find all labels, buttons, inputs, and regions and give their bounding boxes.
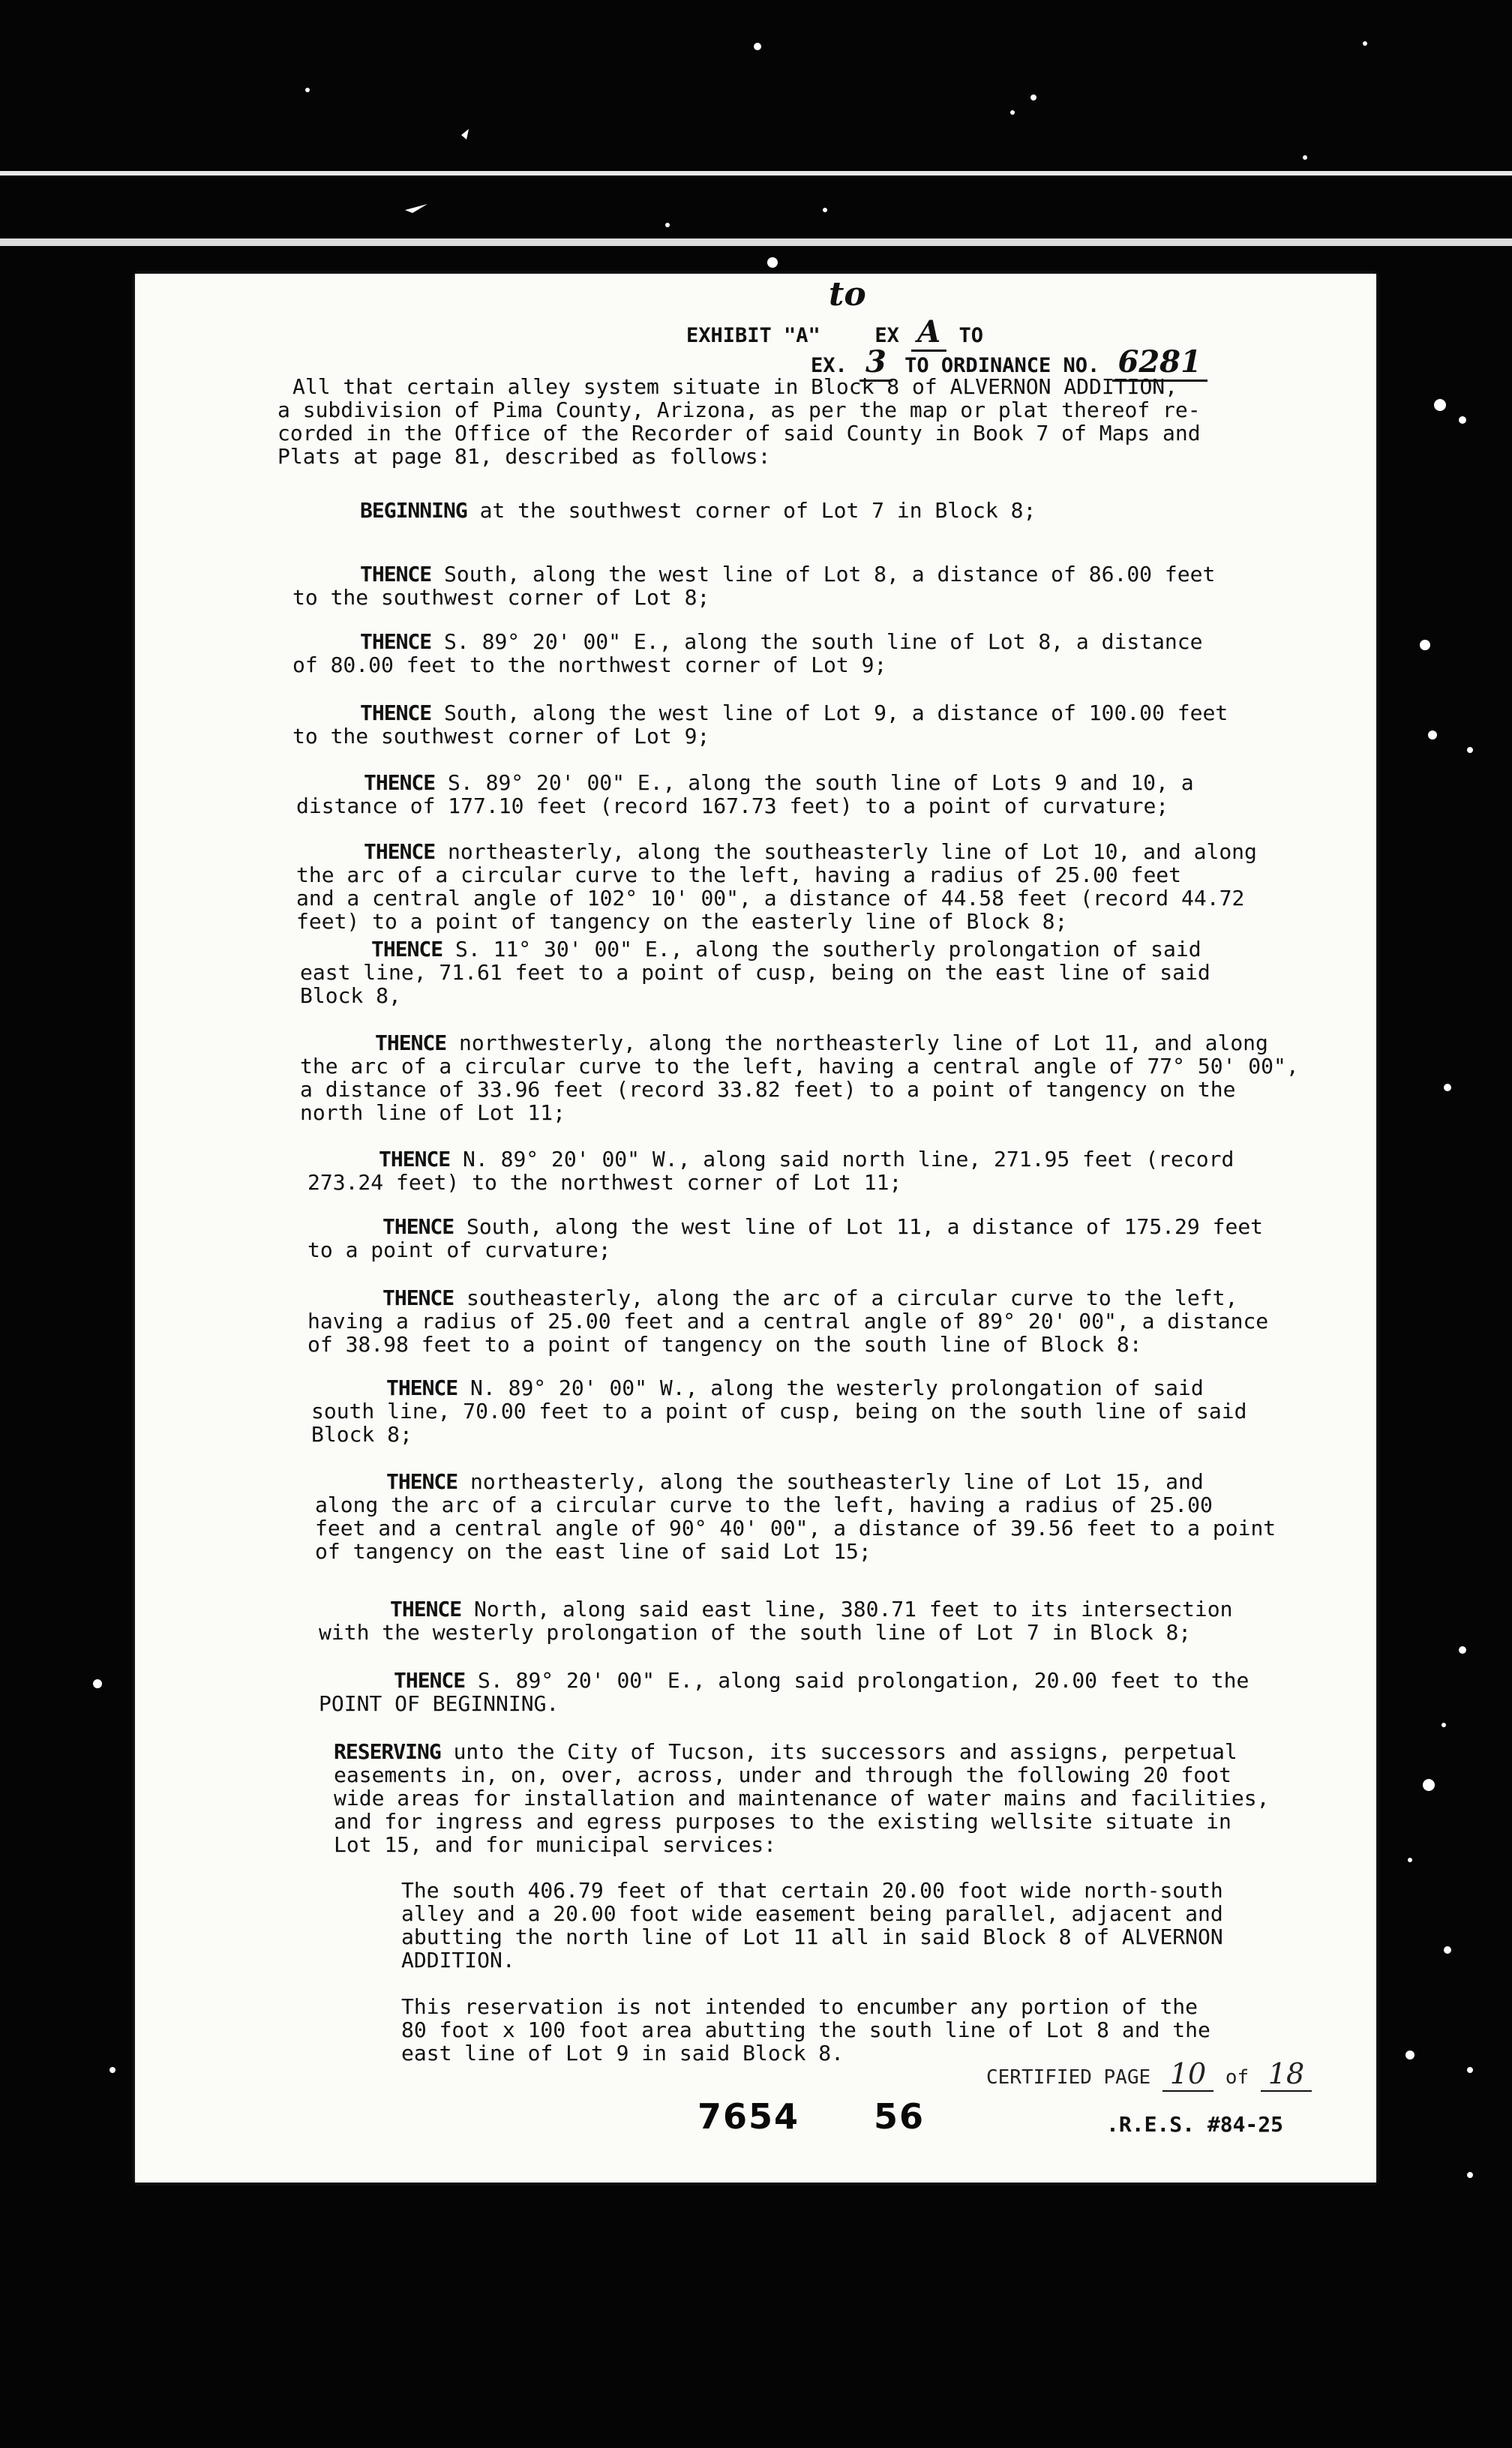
page-number: 56	[874, 2096, 926, 2137]
text-line: easements in, on, over, across, under and through the following 20 foot	[334, 1762, 1232, 1787]
text-line: This reservation is not intended to encumber any portion of the	[401, 1994, 1198, 2019]
thence-paragraph	[308, 1286, 1512, 1357]
lead-keyword: THENCE	[360, 629, 432, 654]
text-line: corded in the Office of the Recorder of said County in Book 7 of Maps and	[278, 421, 1201, 446]
lead-keyword: THENCE	[364, 839, 436, 864]
lead-keyword: THENCE	[386, 1376, 458, 1400]
ordinance-handwritten: 6281	[1112, 344, 1208, 382]
text-line: Plats at page 81, described as follows:	[278, 444, 771, 469]
text-line: a distance of 33.96 feet (record 33.82 feet) to a point of tangency on the	[300, 1077, 1236, 1102]
text-line: the arc of a circular curve to the left, having a radius of 25.00 feet	[296, 862, 1182, 887]
reservation-note-paragraph	[401, 1995, 1512, 2065]
thence-paragraph	[292, 562, 1512, 610]
thence-paragraph	[300, 1030, 1512, 1125]
text-line: THENCE northeasterly, along the southeasterly line of Lot 10, and along	[364, 839, 1257, 864]
thence-paragraph	[308, 1147, 1512, 1195]
certified-page-total: 18	[1261, 2057, 1312, 2092]
ordinance-label: TO ORDINANCE NO.	[904, 354, 1100, 377]
text-line: All that certain alley system situate in Block 8 of ALVERNON ADDITION,	[292, 374, 1178, 399]
certified-page-number: 10	[1162, 2057, 1214, 2092]
lead-keyword: THENCE	[382, 1286, 454, 1310]
text-line: THENCE southeasterly, along the arc of a circular curve to the left,	[382, 1286, 1238, 1310]
text-line: the arc of a circular curve to the left, having a central angle of 77° 50' 00",	[300, 1054, 1299, 1078]
text-line: BEGINNING at the southwest corner of Lot 7 in Block 8;	[360, 498, 1036, 523]
exhibit-label: EXHIBIT "A"	[686, 324, 820, 347]
text-line: east line of Lot 9 in said Block 8.	[401, 2041, 844, 2066]
reserving-paragraph	[334, 1740, 1512, 1856]
easement-paragraph	[401, 1879, 1512, 1972]
text-line: ADDITION.	[401, 1948, 515, 1972]
text-line: THENCE South, along the west line of Lot 9, a distance of 100.00 feet	[360, 700, 1228, 725]
thence-paragraph	[300, 937, 1512, 1008]
text-line: of 38.98 feet to a point of tangency on the south line of Block 8:	[308, 1332, 1142, 1357]
text-line: 80 foot x 100 foot area abutting the south line of Lot 8 and the	[401, 2018, 1210, 2042]
beginning-paragraph	[360, 499, 1512, 522]
text-line: POINT OF BEGINNING.	[319, 1691, 560, 1716]
text-line: THENCE South, along the west line of Lot 11, a distance of 175.29 feet	[382, 1214, 1264, 1239]
text-line: 273.24 feet) to the northwest corner of Lot 11;	[308, 1170, 902, 1195]
text-line: THENCE S. 11° 30' 00" E., along the southerly prolongation of said	[371, 937, 1202, 962]
lead-keyword: THENCE	[379, 1147, 451, 1172]
ex2-label: EX.	[811, 354, 848, 377]
lead-keyword: THENCE	[382, 1214, 454, 1239]
lead-keyword: THENCE	[371, 937, 443, 962]
ex-label: EX	[874, 324, 899, 347]
resolution-code: .R.E.S. #84-25	[1106, 2112, 1284, 2137]
document-page	[135, 274, 1376, 2182]
thence-paragraph	[296, 839, 1512, 934]
text-line: with the westerly prolongation of the south line of Lot 7 in Block 8;	[319, 1620, 1192, 1645]
text-line: having a radius of 25.00 feet and a central angle of 89° 20' 00", a distance	[308, 1309, 1269, 1334]
text-line: feet) to a point of tangency on the easterly line of Block 8;	[296, 909, 1068, 934]
thence-paragraph	[315, 1469, 1512, 1564]
lead-keyword: RESERVING	[334, 1739, 441, 1764]
certified-of-label: of	[1225, 2066, 1250, 2089]
text-line: to the southwest corner of Lot 9;	[292, 724, 710, 748]
text-line: a subdivision of Pima County, Arizona, as per the map or plat thereof re-	[278, 398, 1201, 422]
thence-paragraph	[319, 1668, 1512, 1716]
text-line: THENCE S. 89° 20' 00" E., along the south line of Lot 8, a distance	[360, 629, 1203, 654]
text-line: abutting the north line of Lot 11 all in said Block 8 of ALVERNON	[401, 1924, 1223, 1949]
text-line: alley and a 20.00 foot wide easement being parallel, adjacent and	[401, 1901, 1223, 1926]
lead-keyword: THENCE	[394, 1668, 466, 1693]
ex2-handwritten: 3	[860, 344, 892, 382]
lead-keyword: THENCE	[360, 562, 432, 586]
text-line: The south 406.79 feet of that certain 20.00 foot wide north-south	[401, 1878, 1223, 1903]
text-line: Lot 15, and for municipal services:	[334, 1832, 777, 1857]
text-line: south line, 70.00 feet to a point of cusp, being on the south line of said	[311, 1399, 1247, 1424]
lead-keyword: THENCE	[390, 1597, 462, 1622]
text-line: Block 8,	[300, 983, 401, 1008]
docket-number: 7654	[698, 2096, 800, 2137]
text-line: THENCE North, along said east line, 380.71 feet to its intersection	[390, 1597, 1233, 1622]
text-line: THENCE S. 89° 20' 00" E., along said prolongation, 20.00 feet to the	[394, 1668, 1250, 1693]
intro-paragraph	[278, 374, 1512, 469]
text-line: THENCE northeasterly, along the southeasterly line of Lot 15, and	[386, 1469, 1204, 1494]
text-line: of 80.00 feet to the northwest corner of Lot 9;	[292, 652, 887, 677]
thence-paragraph	[311, 1376, 1512, 1447]
thence-paragraph	[292, 700, 1512, 748]
text-line: feet and a central angle of 90° 40' 00", a distance of 39.56 feet to a point	[315, 1516, 1276, 1540]
certified-page-stamp	[986, 2057, 1312, 2090]
text-line: to the southwest corner of Lot 8;	[292, 585, 710, 610]
text-line: THENCE northwesterly, along the northeasterly line of Lot 11, and along	[375, 1030, 1268, 1055]
text-line: THENCE N. 89° 20' 00" W., along the westerly prolongation of said	[386, 1376, 1204, 1400]
lead-keyword: THENCE	[360, 700, 432, 725]
text-line: along the arc of a circular curve to the left, having a radius of 25.00	[315, 1492, 1213, 1517]
text-line: RESERVING unto the City of Tucson, its successors and assigns, perpetual	[334, 1739, 1238, 1764]
text-line: wide areas for installation and maintenance of water mains and facilities,	[334, 1786, 1270, 1810]
text-line: THENCE South, along the west line of Lot 8, a distance of 86.00 feet	[360, 562, 1216, 586]
text-line: to a point of curvature;	[308, 1238, 611, 1262]
lead-keyword: THENCE	[364, 770, 436, 795]
lead-keyword: THENCE	[386, 1469, 458, 1494]
text-line: east line, 71.61 feet to a point of cusp, being on the east line of said	[300, 960, 1210, 985]
handwritten-to: to	[829, 275, 866, 314]
to-label: TO	[958, 324, 983, 347]
text-line: THENCE S. 89° 20' 00" E., along the south line of Lots 9 and 10, a	[364, 770, 1194, 795]
text-line: and a central angle of 102° 10' 00", a distance of 44.58 feet (record 44.72	[296, 886, 1245, 910]
lead-keyword: BEGINNING	[360, 498, 467, 523]
text-line: Block 8;	[311, 1422, 412, 1447]
thence-paragraph	[292, 629, 1512, 677]
thence-paragraph	[296, 770, 1512, 818]
lead-keyword: THENCE	[375, 1030, 447, 1055]
thence-paragraph	[308, 1214, 1512, 1262]
text-line: distance of 177.10 feet (record 167.73 feet) to a point of curvature;	[296, 794, 1169, 818]
text-line: north line of Lot 11;	[300, 1100, 566, 1125]
certified-label: CERTIFIED PAGE	[986, 2066, 1151, 2089]
text-line: THENCE N. 89° 20' 00" W., along said north line, 271.95 feet (record	[379, 1147, 1234, 1172]
text-line: of tangency on the east line of said Lot 15;	[315, 1539, 872, 1564]
thence-paragraph	[319, 1597, 1512, 1645]
ex-handwritten: A	[911, 314, 946, 352]
text-line: and for ingress and egress purposes to the existing wellsite situate in	[334, 1809, 1232, 1834]
